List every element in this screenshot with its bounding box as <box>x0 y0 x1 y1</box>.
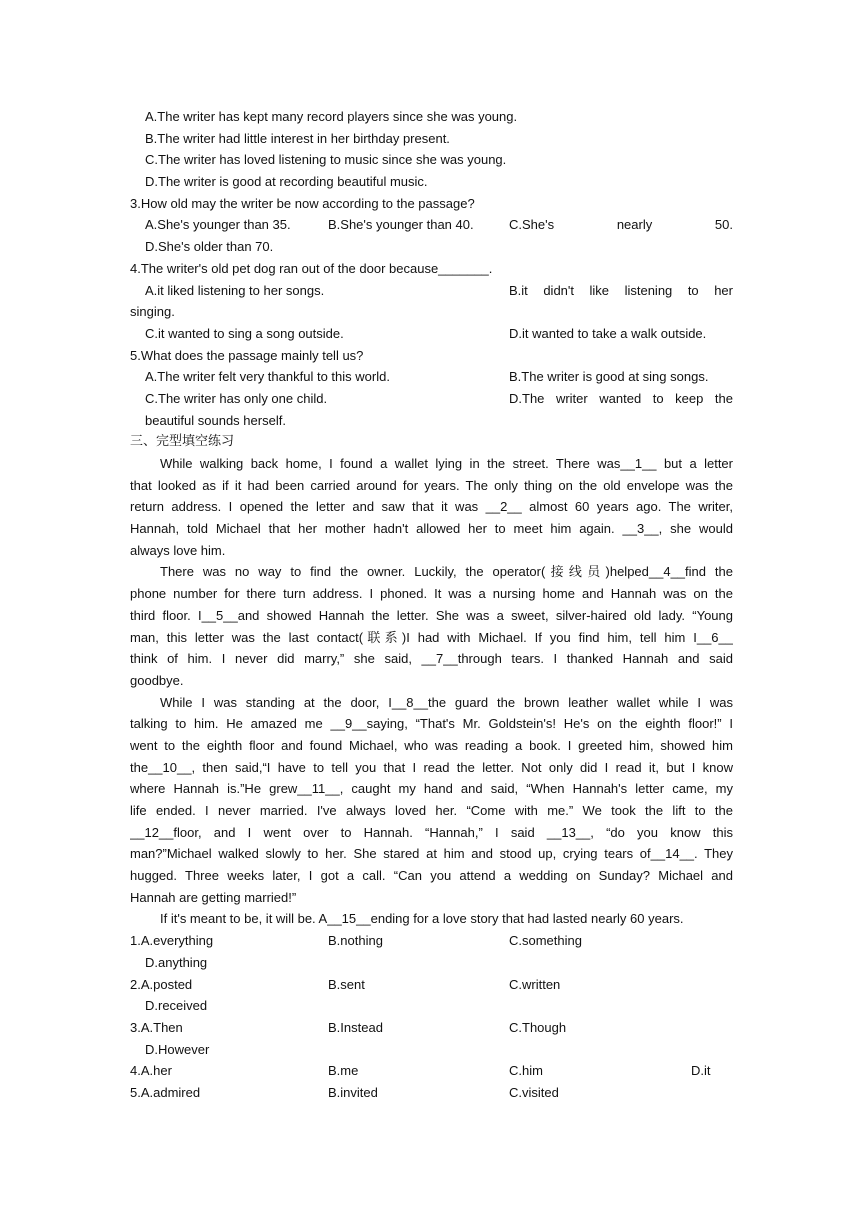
q2-option-d: D.The writer is good at recording beautiful music. <box>145 174 428 190</box>
cloze-option-a: 5.A.admired <box>130 1084 201 1100</box>
cloze-option-c: C.him <box>509 1063 543 1079</box>
cloze-option-row <box>130 1060 733 1082</box>
cloze-option-a: 2.A.posted <box>130 976 193 992</box>
cloze-option-c: C.written <box>509 976 561 992</box>
cloze-passage <box>130 453 733 930</box>
passage-paragraph <box>130 453 733 561</box>
q5-option-a: A.The writer felt very thankful to this world. <box>145 369 390 385</box>
q4-option-c: C.it wanted to sing a song outside. <box>145 325 344 341</box>
q4-option-d: D.it wanted to take a walk outside. <box>509 325 707 341</box>
passage-line: where Hannah is.”He grew__11__, caught my hand and said, “When Hannah's letter came, my <box>130 781 733 797</box>
passage-line: the__10__, then said,“I have to tell you that I read the letter. Not only did I read it, but I know <box>130 759 733 775</box>
cloze-option-b: B.nothing <box>328 933 383 949</box>
cloze-option-c: C.visited <box>509 1084 559 1100</box>
cloze-option-d: D.it <box>691 1063 711 1079</box>
q3-question: 3.How old may the writer be now according to the passage? <box>130 195 475 211</box>
passage-paragraph <box>130 692 733 909</box>
passage-line: that looked as if it had been carried around for years. The only thing on the old envelope was the <box>130 477 733 493</box>
passage-paragraph <box>130 908 733 930</box>
cloze-option-b: B.sent <box>328 976 365 992</box>
cloze-option-d: D.anything <box>145 954 208 970</box>
passage-line: man?”Michael walked slowly to her. She stared at him and stood up, crying tears of__14__. They <box>130 846 733 862</box>
cloze-option-d: D.However <box>145 1041 210 1057</box>
cloze-option-b: B.Instead <box>328 1019 383 1035</box>
cloze-option-b: B.me <box>328 1063 359 1079</box>
cloze-option-a: 3.A.Then <box>130 1019 183 1035</box>
passage-line: Hannah are getting married!” <box>130 889 297 905</box>
q5-options-row-1 <box>130 366 733 388</box>
q5-option-c: C.The writer has only one child. <box>145 390 328 406</box>
cloze-option-c: C.something <box>509 933 582 949</box>
q5-option-b: B.The writer is good at sing songs. <box>509 369 709 385</box>
cloze-option-row <box>130 974 733 996</box>
passage-line: Hannah, told Michael that her mother hadn't allowed her to meet him again. __3__, she would <box>130 521 733 537</box>
passage-line: man, this letter was the last contact(联系)I had with Michael. If you find him, tell him I__6__ <box>130 629 733 645</box>
q2-option-c: C.The writer has loved listening to music since she was young. <box>145 152 507 168</box>
q3-option-d: D.She's older than 70. <box>145 239 274 255</box>
passage-line: __12__floor, and I went over to Hannah. “Hannah,” I said __13__, “do you know this <box>130 824 733 840</box>
passage-line: return address. I opened the letter and saw that it was __2__ almost 60 years ago. The writer, <box>130 499 733 515</box>
passage-line: talking to him. He amazed me __9__saying, “That's Mr. Goldstein's! He's on the eighth floor!” I <box>130 716 733 732</box>
q5-question: 5.What does the passage mainly tell us? <box>130 347 364 363</box>
passage-line: hugged. Three weeks later, I got a call. “Can you attend a wedding on Sunday? Michael and <box>130 868 733 884</box>
cloze-option-row <box>130 1017 733 1039</box>
cloze-option-a: 4.A.her <box>130 1063 172 1079</box>
cloze-option-b: B.invited <box>328 1084 378 1100</box>
q3-options-row <box>130 214 733 236</box>
cloze-option-c: C.Though <box>509 1019 567 1035</box>
q4-option-a: A.it liked listening to her songs. <box>145 282 325 298</box>
section-title: 三、完型填空练习 <box>130 434 235 450</box>
cloze-option-row <box>130 930 733 952</box>
q5-option-d-continued: beautiful sounds herself. <box>145 412 286 428</box>
passage-line: always love him. <box>130 542 226 558</box>
passage-line: third floor. I__5__and showed Hannah the letter. She was a sweet, silver-haired old lady. “Young <box>130 607 733 623</box>
q4-options-row-1 <box>130 280 733 302</box>
passage-line: While walking back home, I found a wallet lying in the street. There was__1__ but a letter <box>160 456 733 471</box>
cloze-options <box>130 930 733 1104</box>
q3-option-b: B.She's younger than 40. <box>328 217 474 233</box>
q4-question: 4.The writer's old pet dog ran out of the door because_______. <box>130 260 493 276</box>
cloze-option-d: D.received <box>145 998 208 1014</box>
passage-line: There was no way to find the owner. Luckily, the operator(接线员)helped__4__find the <box>160 564 733 580</box>
passage-line: phone number for there turn address. I phoned. It was a nursing home and Hannah was on the <box>130 586 733 602</box>
q4-option-b: B.it didn't like listening to her <box>509 282 733 298</box>
cloze-option-row <box>130 1082 733 1104</box>
q3-option-c: C.She's nearly 50. <box>509 217 733 233</box>
q5-options-row-2 <box>130 388 733 410</box>
passage-line: life ended. I never married. I've always loved her. “Come with me.” We took the lift to the <box>130 803 733 818</box>
passage-line: While I was standing at the door, I__8__the guard the brown leather wallet while I was <box>160 694 733 710</box>
q2-option-b: B.The writer had little interest in her birthday present. <box>145 130 450 146</box>
passage-line: goodbye. <box>130 672 184 688</box>
passage-paragraph <box>130 561 733 691</box>
passage-line: If it's meant to be, it will be. A__15__ending for a love story that had lasted nearly 60 years. <box>160 911 684 927</box>
q5-option-d: D.The writer wanted to keep the <box>509 390 733 406</box>
passage-line: think of him. I never did marry,” she said, __7__through tears. I thanked Hannah and said <box>130 651 733 667</box>
q2-option-a: A.The writer has kept many record players since she was young. <box>145 109 518 124</box>
q3-option-a: A.She's younger than 35. <box>145 217 291 233</box>
document-page <box>130 106 733 1104</box>
passage-line: went to the eighth floor and found Michael, who was reading a book. I greeted him, showed him <box>130 737 733 753</box>
q4-options-row-2 <box>130 323 733 345</box>
q4-option-b-continued: singing. <box>130 304 175 320</box>
cloze-option-a: 1.A.everything <box>130 933 214 949</box>
